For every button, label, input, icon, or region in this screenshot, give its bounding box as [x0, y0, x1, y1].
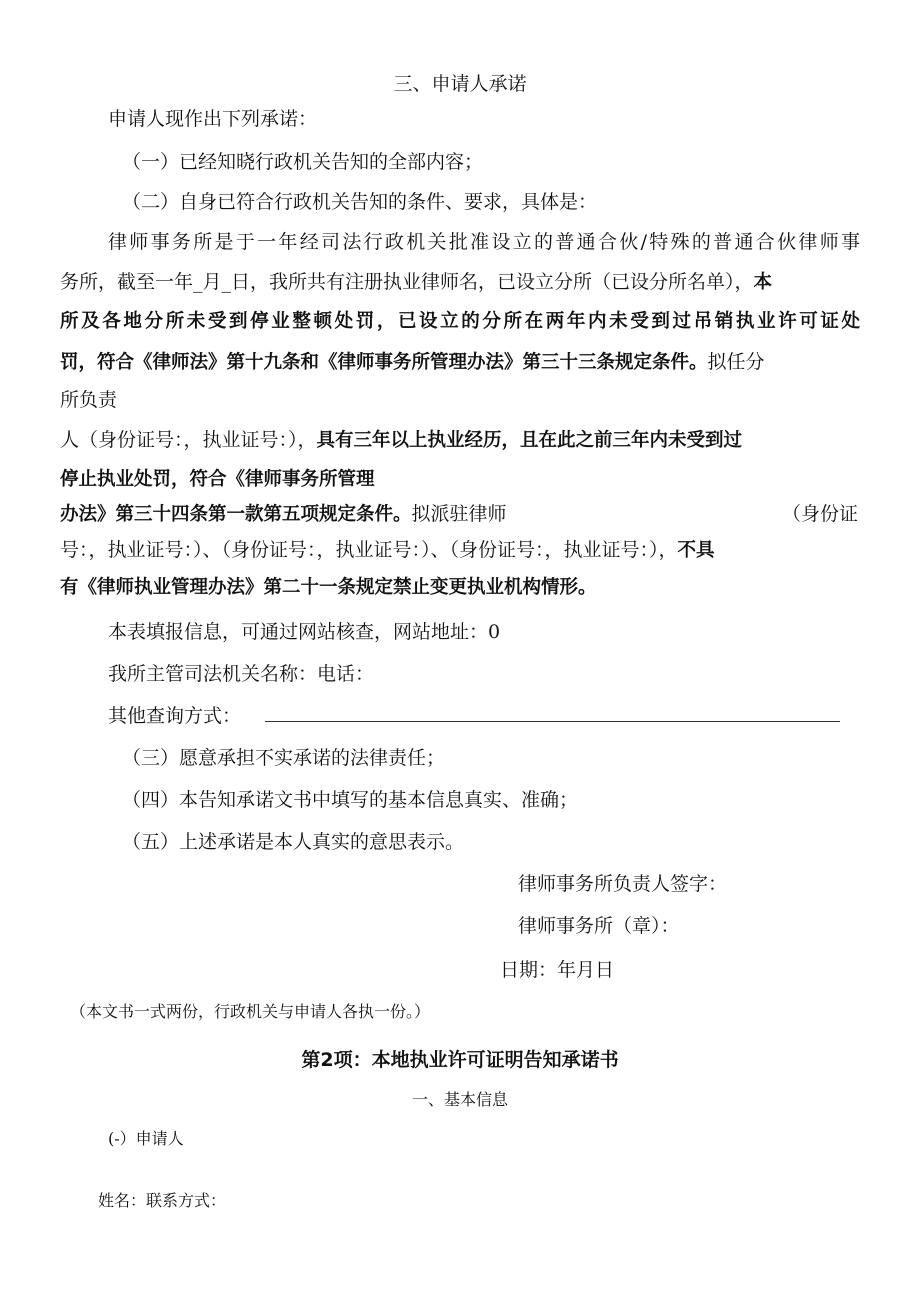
leader-signature-label: 律师事务所负责人签字： — [518, 873, 728, 895]
commitment-item-1: （一）已经知晓行政机关告知的全部内容； — [122, 151, 484, 173]
paragraph-line-9-bold: 不具 — [677, 540, 715, 561]
paragraph-line-8-text: 拟派驻律师 — [411, 503, 507, 525]
commitment-item-2: （二）自身已符合行政机关告知的条件、要求，具体是： — [122, 191, 598, 213]
paragraph-line-3: 所及各地分所未受到停业整顿处罚，已设立的分所在两年内未受到过吊销执业许可证处 — [60, 311, 860, 332]
copies-note: （本文书一式两份，行政机关与申请人各执一份。） — [70, 1002, 431, 1021]
paragraph-line-6-bold: 具有三年以上执业经历，且在此之前三年内未受到过 — [316, 430, 743, 451]
basic-info-heading: 一、基本信息 — [411, 1090, 508, 1109]
applicant-heading: (-）申请人 — [108, 1129, 184, 1148]
website-line: 本表填报信息，可通过网站核查，网站地址：0 — [108, 621, 501, 643]
commitment-item-4: （四）本告知承诺文书中填写的基本信息真实、准确； — [122, 789, 579, 811]
intro-text: 申请人现作出下列承诺： — [108, 108, 318, 130]
firm-seal-label: 律师事务所（章）： — [518, 915, 680, 937]
paragraph-line-4-bold: 罚，符合《律师法》第十九条和《律师事务所管理办法》第三十三条规定条件。 — [60, 352, 708, 373]
paragraph-line-1: 律师事务所是于一年经司法行政机关批准设立的普通合伙/特殊的普通合伙律师事 — [108, 231, 860, 253]
authority-line: 我所主管司法机关名称：电话： — [108, 663, 375, 685]
paragraph-line-5: 所负责 — [60, 389, 118, 411]
other-contact-label: 其他查询方式： — [108, 705, 242, 727]
paragraph-line-9 — [60, 536, 715, 565]
paragraph-line-4 — [60, 348, 765, 377]
item2-title: 第2项：本地执业许可证明告知承诺书 — [301, 1049, 619, 1071]
paragraph-line-8-right: （身份证 — [782, 503, 859, 525]
other-contact-blank-line — [265, 721, 840, 722]
paragraph-line-9-text: 号：，执业证号：）、（身份证号：，执业证号：）、（身份证号：，执业证号：）， — [60, 539, 678, 561]
paragraph-line-2 — [60, 268, 772, 297]
paragraph-line-8-bold: 办法》第三十四条第一款第五项规定条件。 — [60, 504, 412, 525]
paragraph-line-2-text: 务所，截至一年_月_日，我所共有注册执业律师名，已设立分所（已设分所名单）， — [60, 271, 754, 293]
name-contact-line: 姓名：联系方式： — [98, 1191, 227, 1210]
commitment-item-5: （五）上述承诺是本人真实的意思表示。 — [122, 831, 465, 853]
commitment-item-3: （三）愿意承担不实承诺的法律责任； — [122, 747, 446, 769]
section-title: 三、申请人承诺 — [393, 73, 527, 95]
paragraph-line-4-text: 拟任分 — [707, 351, 765, 373]
paragraph-line-2-bold: 本 — [753, 272, 773, 293]
paragraph-line-8 — [60, 500, 507, 529]
paragraph-line-6-text: 人（身份证号：，执业证号：）， — [60, 429, 317, 451]
paragraph-line-6 — [60, 426, 742, 455]
date-label: 日期：年月日 — [500, 959, 615, 981]
paragraph-line-10: 有《律师执业管理办法》第二十一条规定禁止变更执业机构情形。 — [60, 577, 597, 598]
paragraph-line-7: 停止执业处罚，符合《律师事务所管理 — [60, 469, 375, 490]
